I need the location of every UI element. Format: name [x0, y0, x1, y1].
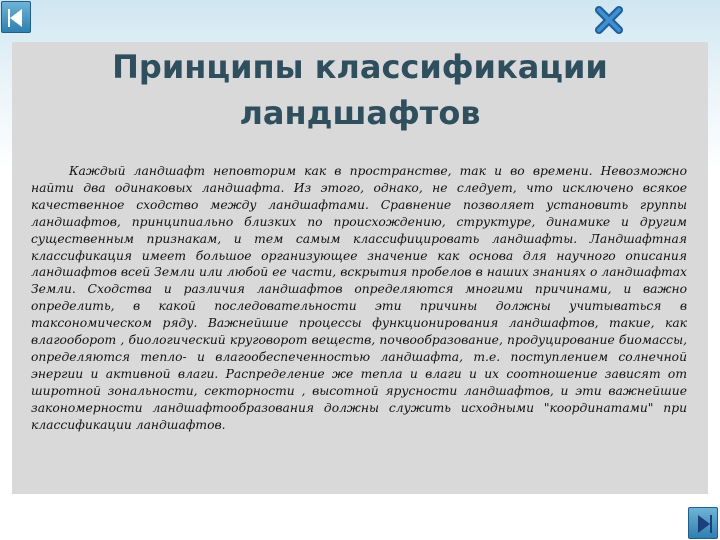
forward-arrow-icon [689, 508, 719, 540]
slide-title [60, 44, 660, 136]
back-arrow-icon [2, 2, 32, 34]
title-line-1: Принципы классификации [112, 48, 608, 86]
title-line-2: ландшафтов [239, 94, 481, 132]
close-button[interactable] [593, 5, 625, 35]
back-button[interactable] [1, 1, 31, 33]
forward-button[interactable] [688, 507, 718, 539]
close-icon [599, 10, 619, 30]
slide-body-text: Каждый ландшафт неповторим как в пространстве, так и во времени. Невозможно найти два одинаковых ландшафта. Из этого, однако, не следует, что исключено всякое качественное сходство между ландшафтами. Сравнение позволяет установить группы ландшафтов, принципиально близких по происхождению, структуре, динамике и другим существенным признакам, и тем самым классифицировать ландшафты. Ландшафтная классификация имеет большое организующее значение как основа для научного описания ландшафтов всей Земли или любой ее части, вскрытия пробелов в наших знаниях о ландшафтах Земли. Сходства и различия ландшафтов определяются многими причинами, и важно определить, в какой последовательности эти причины должны учитываться в таксономическом ряду. Важнейшие процессы функционирования ландшафтов, такие, как влагооборот , биологический круговорот веществ, почвообразование, продуцирование биомассы, определяются тепло- и влагообеспеченностью ландшафта, т.е. поступлением солнечной энергии и активной влаги. Распределение же тепла и влаги и их соотношение зависят от широтной зональности, секторности , высотной ярусности ландшафтов, и эти важнейшие закономерности ландшафтообразования должны служить исходными "координатами" при классификации ландшафтов. [31, 164, 687, 432]
